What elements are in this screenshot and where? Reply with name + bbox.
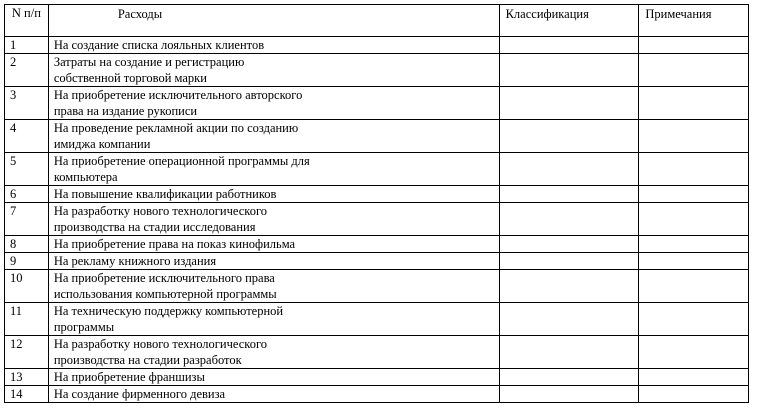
- expense-description-line: На приобретение операционной программы для: [53, 154, 310, 168]
- classification-cell[interactable]: [499, 253, 639, 270]
- notes-cell[interactable]: [639, 120, 749, 153]
- classification-cell[interactable]: [499, 236, 639, 253]
- classification-cell[interactable]: [499, 186, 639, 203]
- notes-cell[interactable]: [639, 186, 749, 203]
- classification-cell[interactable]: [499, 386, 639, 403]
- header-expenses: [48, 5, 499, 37]
- table-row: [5, 120, 749, 153]
- row-number-cell: 4: [5, 120, 49, 153]
- expense-description-line: На приобретение франшизы: [53, 370, 205, 384]
- table-row: [5, 153, 749, 186]
- table-body: [5, 37, 749, 403]
- header-notes-label: Примечания: [645, 7, 712, 21]
- expenses-table: [4, 4, 749, 403]
- expense-description-line: Затраты на создание и регистрацию: [53, 55, 245, 69]
- table-row: [5, 37, 749, 54]
- row-number-cell: 6: [5, 186, 49, 203]
- classification-cell[interactable]: [499, 369, 639, 386]
- notes-cell[interactable]: [639, 303, 749, 336]
- table-row: [5, 270, 749, 303]
- expense-description-cell: [48, 186, 499, 203]
- expense-description-line: компьютера: [53, 170, 118, 184]
- table-row: [5, 236, 749, 253]
- expense-description-line: На приобретение исключительного права: [53, 271, 275, 285]
- expense-description-line: производства на стадии разработок: [53, 353, 242, 367]
- table-row: [5, 386, 749, 403]
- expense-description-cell: [48, 303, 499, 336]
- expense-description-line: На приобретение права на показ кинофильма: [53, 237, 296, 251]
- expense-description-line: На рекламу книжного издания: [53, 254, 217, 268]
- expense-description-line: На приобретение исключительного авторского: [53, 88, 303, 102]
- classification-cell[interactable]: [499, 153, 639, 186]
- notes-cell[interactable]: [639, 270, 749, 303]
- expense-description-cell: [48, 37, 499, 54]
- row-number-cell: 8: [5, 236, 49, 253]
- table-row: [5, 203, 749, 236]
- expense-description-cell: [48, 203, 499, 236]
- header-expenses-label: Расходы: [117, 7, 163, 21]
- row-number-cell: 12: [5, 336, 49, 369]
- header-classification-label: Классификация: [505, 7, 589, 21]
- expense-description-cell: [48, 54, 499, 87]
- classification-cell[interactable]: [499, 270, 639, 303]
- expense-description-cell: [48, 336, 499, 369]
- expense-description-cell: [48, 120, 499, 153]
- row-number-cell: 10: [5, 270, 49, 303]
- table-row: [5, 369, 749, 386]
- row-number-cell: 13: [5, 369, 49, 386]
- table-row: [5, 87, 749, 120]
- expense-description-cell: [48, 369, 499, 386]
- expense-description-line: производства на стадии исследования: [53, 220, 256, 234]
- classification-cell[interactable]: [499, 87, 639, 120]
- expense-description-line: программы: [53, 320, 115, 334]
- expense-description-line: использования компьютерной программы: [53, 287, 277, 301]
- row-number-cell: 14: [5, 386, 49, 403]
- notes-cell[interactable]: [639, 253, 749, 270]
- row-number-cell: 11: [5, 303, 49, 336]
- table-row: [5, 253, 749, 270]
- table-row: [5, 303, 749, 336]
- classification-cell[interactable]: [499, 37, 639, 54]
- table-row: [5, 54, 749, 87]
- expense-description-line: На проведение рекламной акции по созданию: [53, 121, 299, 135]
- notes-cell[interactable]: [639, 369, 749, 386]
- expense-description-line: На разработку нового технологического: [53, 337, 268, 351]
- expense-description-line: На создание списка лояльных клиентов: [53, 38, 265, 52]
- row-number-cell: 2: [5, 54, 49, 87]
- table-row: [5, 336, 749, 369]
- notes-cell[interactable]: [639, 87, 749, 120]
- notes-cell[interactable]: [639, 236, 749, 253]
- expense-description-line: На создание фирменного девиза: [53, 387, 226, 401]
- row-number-cell: 9: [5, 253, 49, 270]
- notes-cell[interactable]: [639, 203, 749, 236]
- expense-description-cell: [48, 270, 499, 303]
- expense-description-cell: [48, 153, 499, 186]
- classification-cell[interactable]: [499, 120, 639, 153]
- row-number-cell: 7: [5, 203, 49, 236]
- header-classification: [499, 5, 639, 37]
- notes-cell[interactable]: [639, 54, 749, 87]
- header-notes: [639, 5, 749, 37]
- expense-description-cell: [48, 386, 499, 403]
- row-number-cell: 1: [5, 37, 49, 54]
- row-number-cell: 5: [5, 153, 49, 186]
- header-number-label: N п/п: [11, 6, 41, 20]
- expense-description-line: права на издание рукописи: [53, 104, 198, 118]
- table-row: [5, 186, 749, 203]
- expense-description-line: имиджа компании: [53, 137, 151, 151]
- classification-cell[interactable]: [499, 336, 639, 369]
- classification-cell[interactable]: [499, 54, 639, 87]
- classification-cell[interactable]: [499, 203, 639, 236]
- row-number-cell: 3: [5, 87, 49, 120]
- expense-description-line: На техническую поддержку компьютерной: [53, 304, 284, 318]
- expense-description-cell: [48, 236, 499, 253]
- classification-cell[interactable]: [499, 303, 639, 336]
- expense-description-line: собственной торговой марки: [53, 71, 207, 85]
- notes-cell[interactable]: [639, 37, 749, 54]
- header-number: [5, 5, 49, 37]
- expense-description-line: На разработку нового технологического: [53, 204, 268, 218]
- table-header-row: [5, 5, 749, 37]
- notes-cell[interactable]: [639, 153, 749, 186]
- notes-cell[interactable]: [639, 386, 749, 403]
- expense-description-cell: [48, 253, 499, 270]
- expense-description-cell: [48, 87, 499, 120]
- expense-description-line: На повышение квалификации работников: [53, 187, 277, 201]
- notes-cell[interactable]: [639, 336, 749, 369]
